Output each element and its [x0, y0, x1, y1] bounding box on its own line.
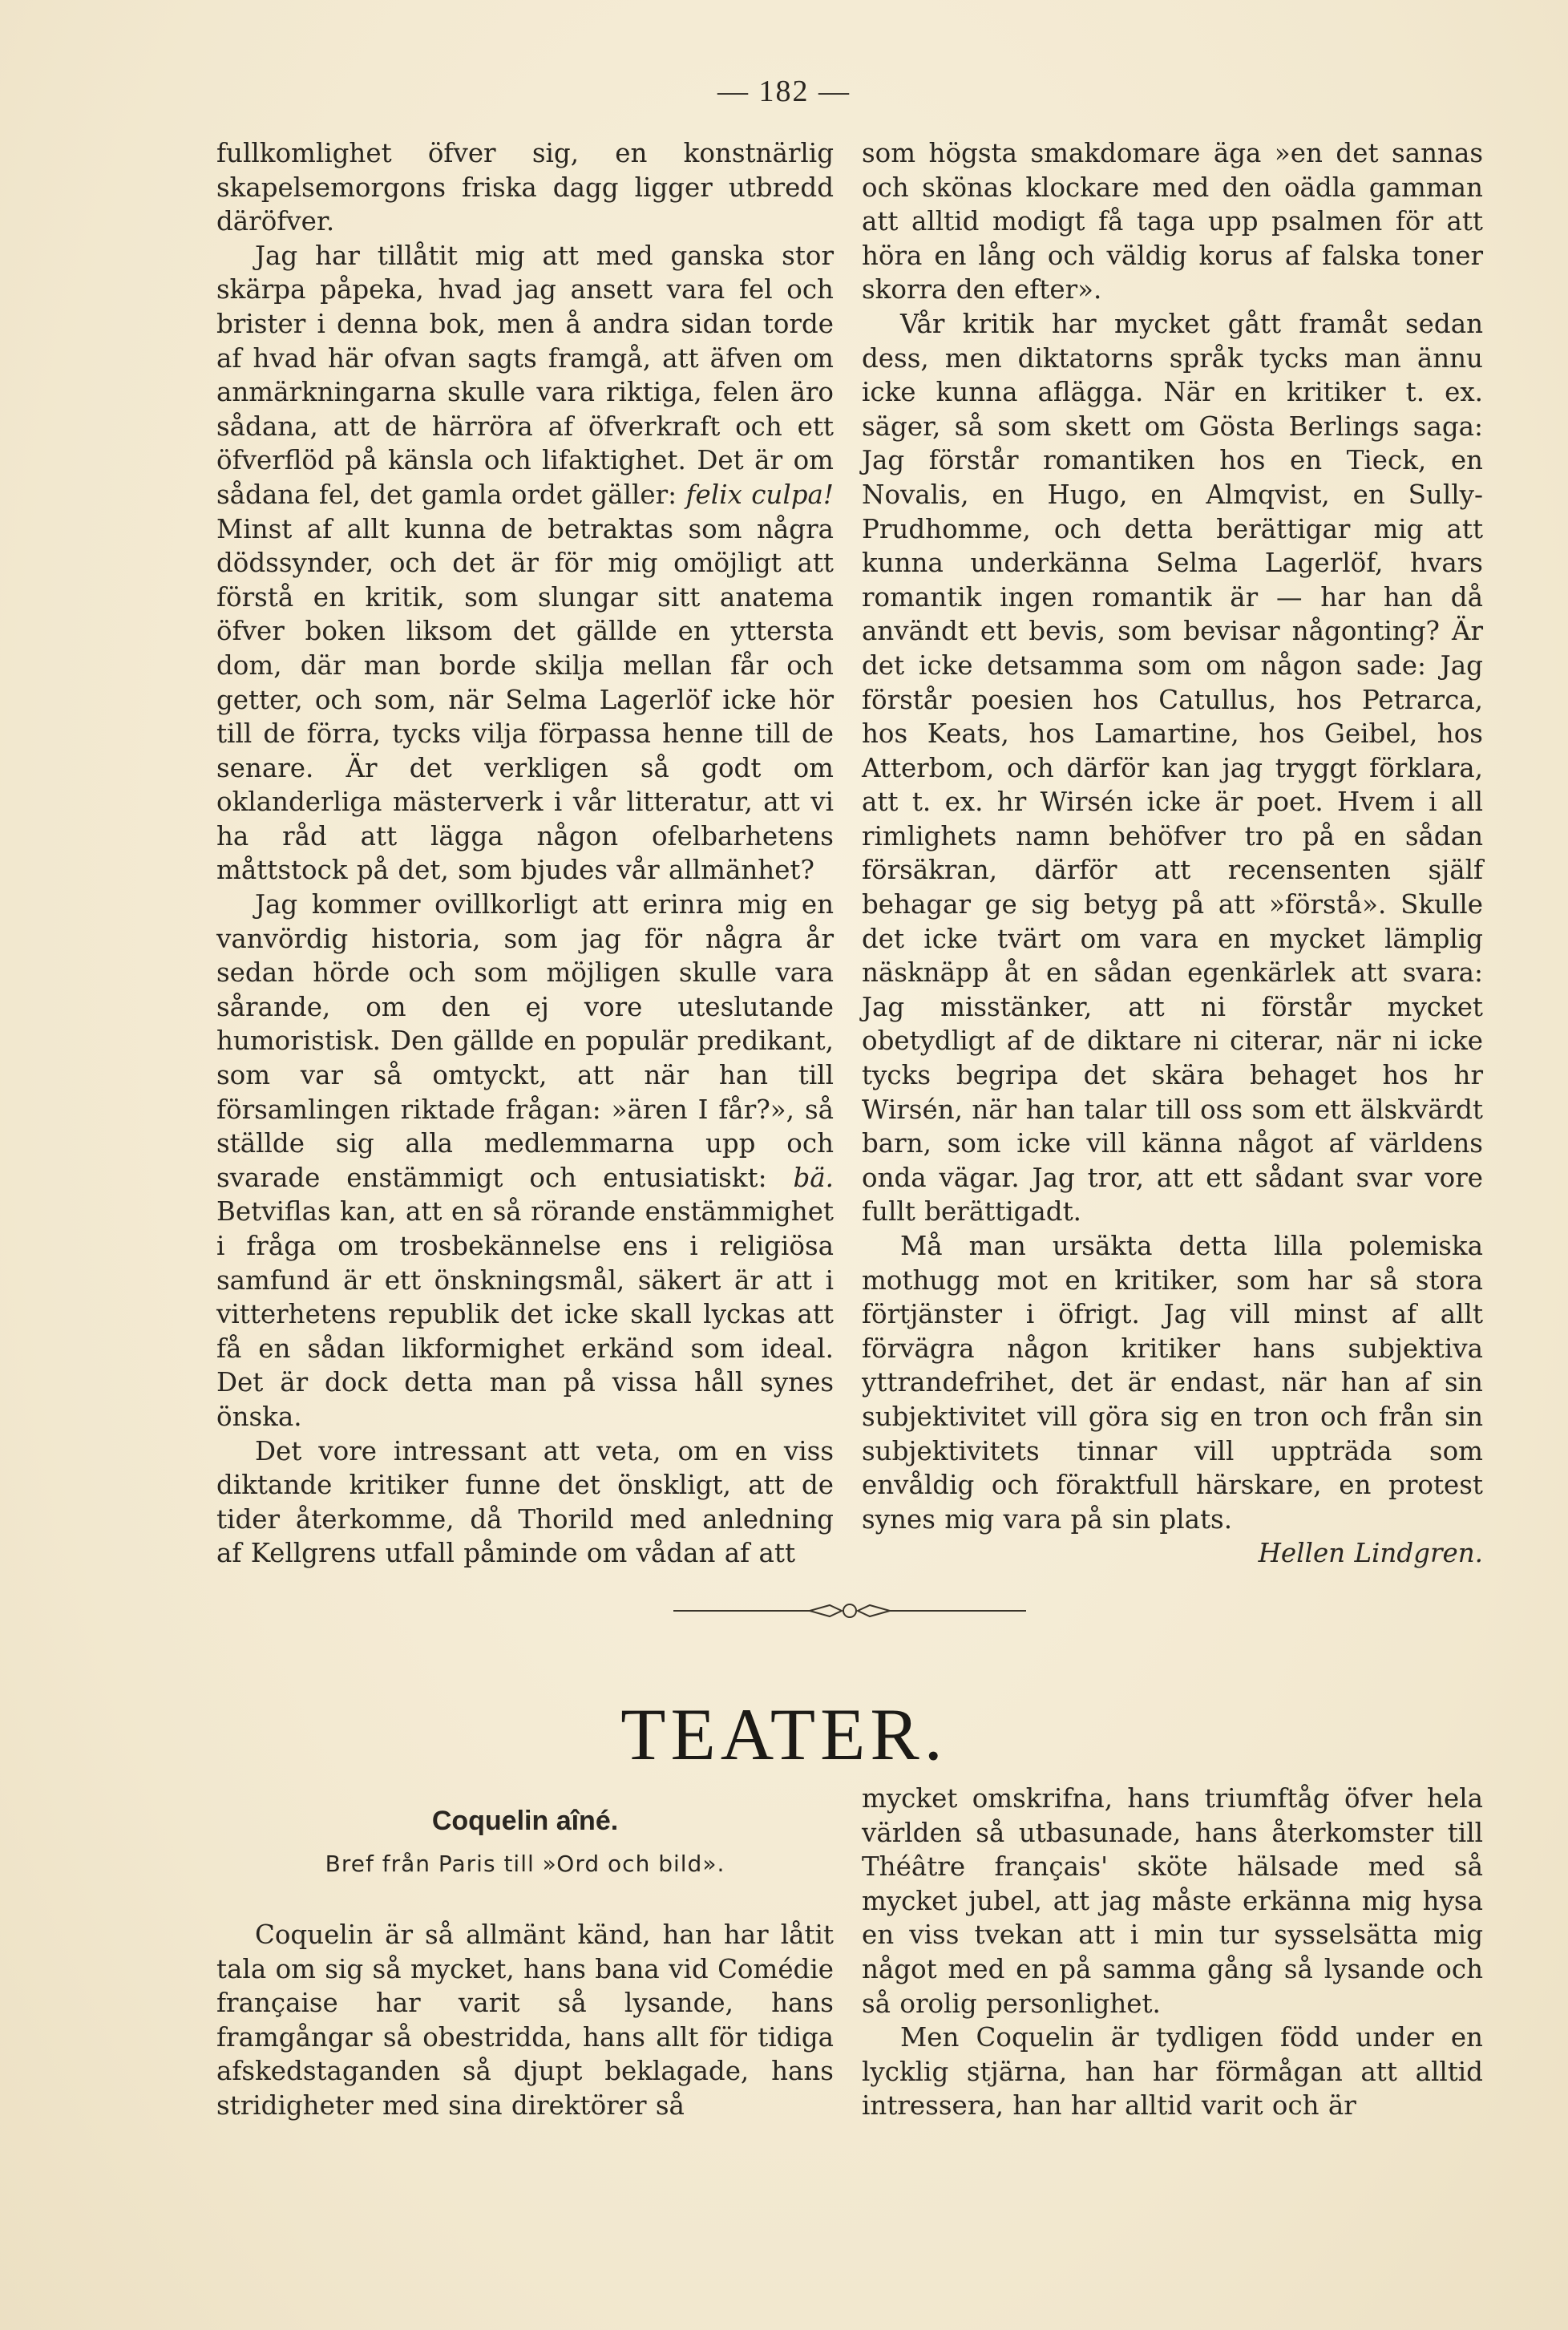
- page-number: — 182 —: [717, 75, 851, 108]
- paragraph: Må man ursäkta detta lilla polemiska mothugg mot en kritiker, som har så stora förtjänster i öfrigt. Jag vill minst af allt förvägra någon kritiker hans subjektiva yttrandefrihet, det är endast, när han af sin subjektivitet vill göra sig en tron och från sin subjektivitets tinnar vill uppträda som envåldig och föraktfull härskare, en protest synes mig vara på sin plats.: [862, 1231, 1483, 1535]
- paragraph-text: Jag kommer ovillkorligt att erinra mig en vanvördig historia, som jag för några år sedan hörde och som möjligen skulle vara sårande, om den ej vore uteslutande humoristisk. Den gällde en populär predikant, som var så omtyckt, att när han till församlingen riktade frågan: »ären I får?», så ställde sig alla medlemmarna upp och svarade enstämmigt och entusiatiskt:: [216, 889, 834, 1193]
- author-signature: Hellen Lindgren.: [1258, 1538, 1483, 1569]
- paragraph: mycket omskrifna, hans triumftåg öfver hela världen så utbasunade, hans återkomster till Théâtre français' sköte hälsade med så mycket jubel, att jag måste erkänna mig hysa en viss tvekan att i min tur sysselsätta mig något med en på samma gång så lysande och så orolig personlighet.: [862, 1783, 1483, 2019]
- paragraph: Det vore intressant att veta, om en viss diktande kritiker funne det önskligt, att de tider återkomme, då Thorild med anledning af Kellgrens utfall påminde om vådan af att: [216, 1435, 834, 1569]
- right-column: [862, 136, 1483, 1571]
- paragraph: [216, 239, 834, 888]
- paragraph: som högsta smakdomare äga »en det sannas och skönas klockare med den oädla gamman att alltid modigt få taga upp psalmen för att höra en lång och väldig korus af falska toner skorra den efter».: [862, 138, 1483, 305]
- left-column: [216, 136, 834, 1571]
- paragraph-text: Betviflas kan, att en så rörande enstämmighet i fråga om trosbekännelse ens i religiösa samfund är ett önskningsmål, säkert är att i vitterhetens republik det icke skall lyckas att få en sådan likformighet erkänd som ideal. Det är dock detta man på vissa håll synes önska.: [216, 1196, 834, 1432]
- paragraph: Coquelin är så allmänt känd, han har låtit tala om sig så mycket, hans bana vid Comédie française har varit så lysande, hans framgångar så obestridda, hans allt för tidiga afskedstaganden så djupt beklagade, hans stridigheter med sina direktörer så: [216, 1919, 834, 2121]
- paragraph: Vår kritik har mycket gått framåt sedan dess, men diktatorns språk tycks man ännu icke kunna aflägga. När en kritiker t. ex. säger, så som skett om Gösta Berlings saga: Jag förstår romantiken hos en Tieck, en Novalis, en Hugo, en Almqvist, en Sully-Prudhomme, och detta berättigar mig att kunna underkänna Selma Lagerlöf, hvars romantik ingen romantik är — har han då användt ett bevis, som bevisar någonting? Är det icke detsamma som om någon sade: Jag förstår poesien hos Catullus, hos Petrarca, hos Keats, hos Lamartine, hos Geibel, hos Atterbom, och därför kan jag tryggt förklara, att t. ex. hr Wirsén icke är poet. Hvem i all rimlighets namn behöfver tro på en sådan försäkran, därför att recensenten själf behagar ge sig betyg på att »förstå». Skulle det icke tvärt om vara en mycket lämplig näsknäpp åt en sådan egenkärlek att svara: Jag misstänker, att ni förstår mycket obetydligt af de diktare ni citerar, när ni icke tycks begripa det skära behaget hos hr Wirsén, när han talar till oss som ett älskvärdt barn, som icke vill känna något af världens onda vägar. Jag tror, att ett sådant svar vore fullt berättigadt.: [862, 308, 1483, 1228]
- paragraph-text: Jag har tillåtit mig att med ganska stor skärpa påpeka, hvad jag ansett vara fel och brister i denna bok, men å andra sidan torde af hvad här ofvan sagts framgå, att äfven om anmärkningarna skulle vara riktiga, felen äro sådana, att de härröra af öfverkraft och ett öfverflöd på känsla och lifaktighet. Det är om sådana fel, det gamla ordet gäller:: [216, 240, 834, 510]
- italic-phrase: felix culpa!: [685, 479, 834, 510]
- paragraph: fullkomlighet öfver sig, en konstnärlig skapelsemorgons friska dagg ligger utbredd däröfver.: [216, 138, 834, 237]
- section-title: TEATER.: [620, 1693, 948, 1775]
- article-right-column: [862, 1782, 1483, 2123]
- article-subtitle: Bref från Paris till »Ord och bild».: [325, 1851, 725, 1877]
- ornamental-divider: [673, 1599, 1026, 1623]
- paragraph-text: Minst af allt kunna de betraktas som några dödssynder, och det är för mig omöjligt att förstå en kritik, som slungar sitt anatema öfver boken liksom det gällde en yttersta dom, där man borde skilja mellan får och getter, och som, när Selma Lagerlöf icke hör till de förra, tycks vilja förpassa henne till de senare. Är det verkligen så godt om oklanderliga mästerverk i vår litteratur, att vi ha råd att lägga någon ofelbarhetens måttstock på det, som bjudes vår allmänhet?: [216, 513, 834, 886]
- article-left-column: [216, 1918, 834, 2123]
- italic-word: bä.: [793, 1162, 834, 1193]
- paragraph: [216, 888, 834, 1434]
- article-title: Coquelin aîné.: [431, 1806, 619, 1836]
- paragraph: Men Coquelin är tydligen född under en lycklig stjärna, han har förmågan att alltid intressera, han har alltid varit och är: [862, 2022, 1483, 2122]
